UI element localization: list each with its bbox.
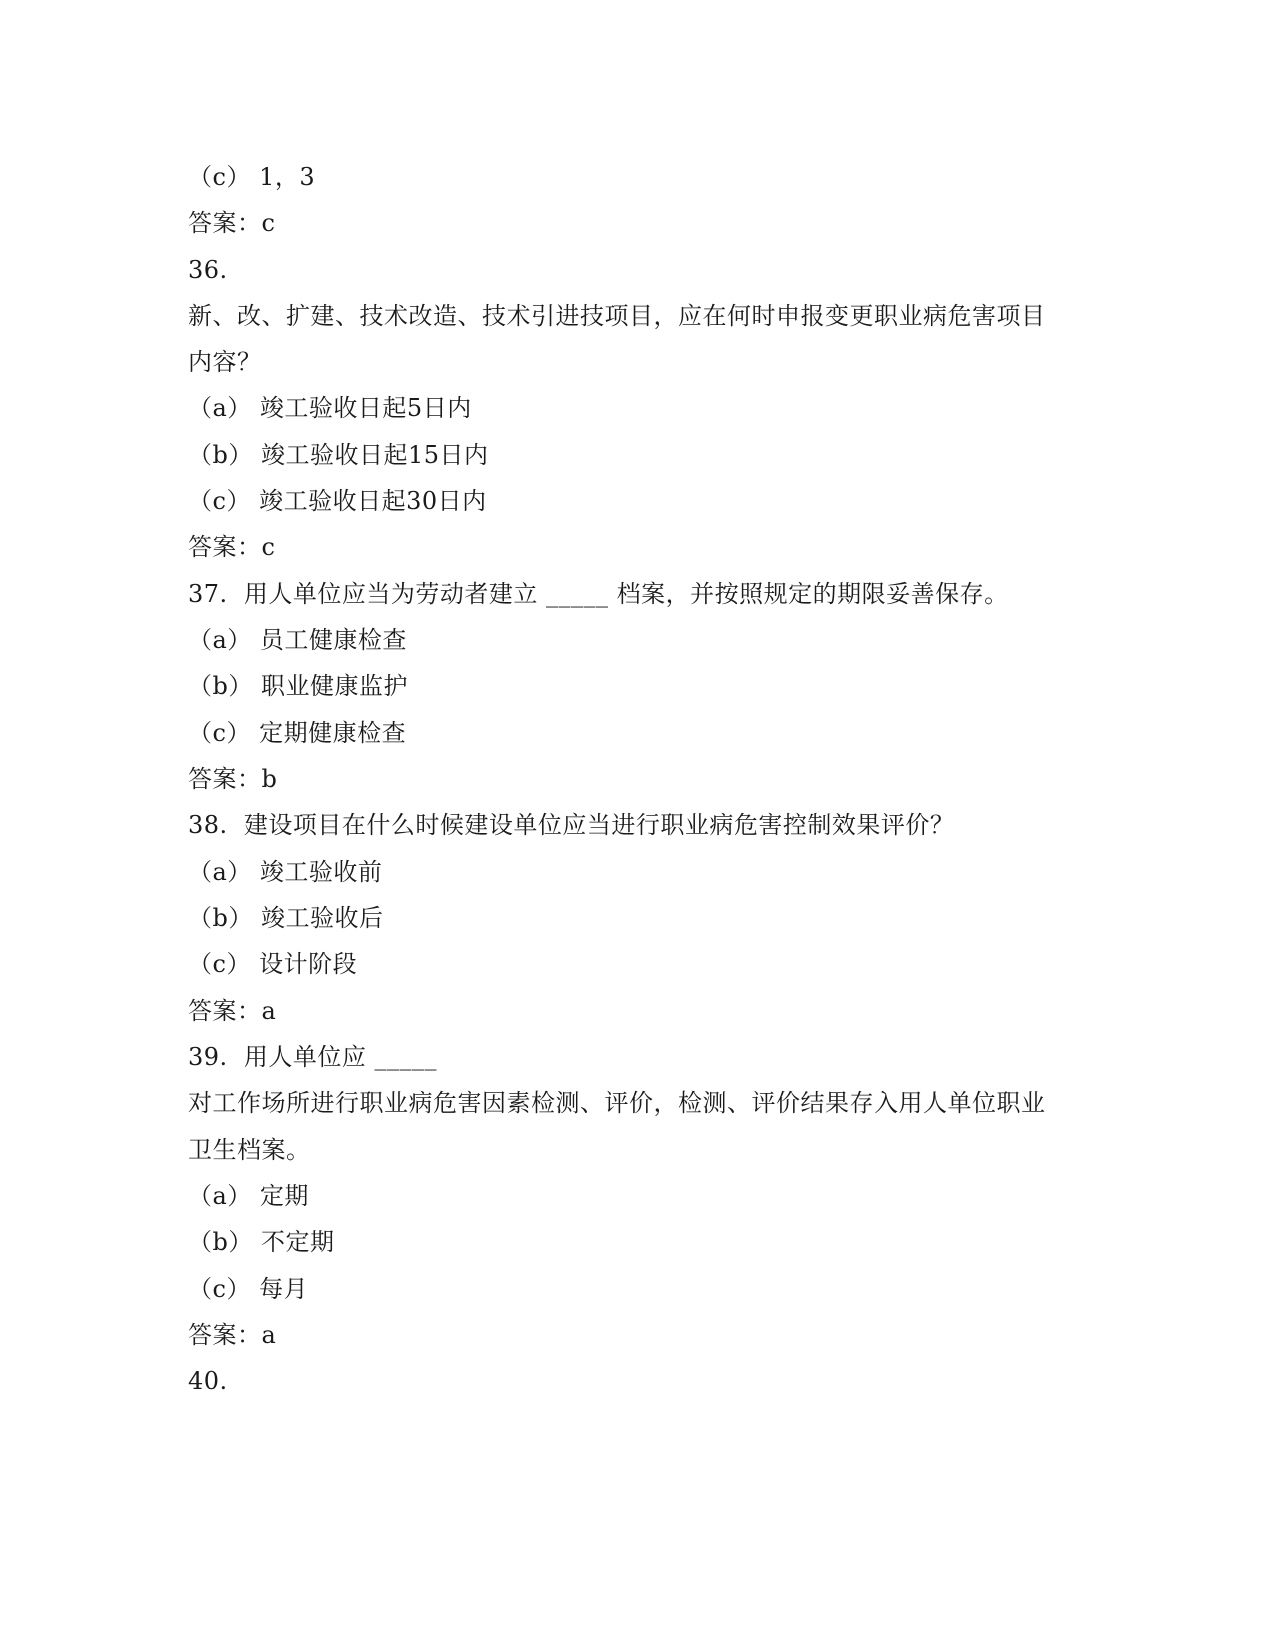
question-text-39-cont: 对工作场所进行职业病危害因素检测、评价，检测、评价结果存入用人单位职业 [188, 1089, 1046, 1117]
answer-q38: 答案：a [188, 997, 277, 1025]
question-38: 38. 建设项目在什么时候建设单位应当进行职业病危害控制效果评价？ [188, 811, 955, 839]
question-number-40: 40. [188, 1367, 228, 1395]
option-a-q37: （a） 员工健康检查 [188, 626, 407, 654]
option-b-q39: （b） 不定期 [188, 1228, 335, 1256]
question-39: 39. 用人单位应 _____ [188, 1043, 438, 1071]
option-c-q35: （c） 1，3 [188, 163, 316, 191]
option-a-q39: （a） 定期 [188, 1182, 309, 1210]
question-text-36-cont: 内容？ [188, 348, 262, 376]
question-text-36: 新、改、扩建、技术改造、技术引进技项目，应在何时申报变更职业病危害项目 [188, 302, 1046, 330]
option-a-q36: （a） 竣工验收日起5日内 [188, 394, 472, 422]
answer-q37: 答案：b [188, 765, 278, 793]
option-a-q38: （a） 竣工验收前 [188, 858, 383, 886]
option-c-q36: （c） 竣工验收日起30日内 [188, 487, 487, 515]
option-c-q38: （c） 设计阶段 [188, 950, 358, 978]
answer-q36: 答案：c [188, 533, 276, 561]
option-c-q39: （c） 每月 [188, 1275, 309, 1303]
question-37: 37. 用人单位应当为劳动者建立 _____ 档案，并按照规定的期限妥善保存。 [188, 580, 1009, 608]
answer-q39: 答案：a [188, 1321, 277, 1349]
question-text-39-end: 卫生档案。 [188, 1136, 311, 1164]
option-b-q36: （b） 竣工验收日起15日内 [188, 441, 489, 469]
option-b-q37: （b） 职业健康监护 [188, 672, 408, 700]
option-b-q38: （b） 竣工验收后 [188, 904, 384, 932]
question-number-36: 36. [188, 256, 228, 284]
answer-q35: 答案：c [188, 209, 276, 237]
option-c-q37: （c） 定期健康检查 [188, 719, 407, 747]
